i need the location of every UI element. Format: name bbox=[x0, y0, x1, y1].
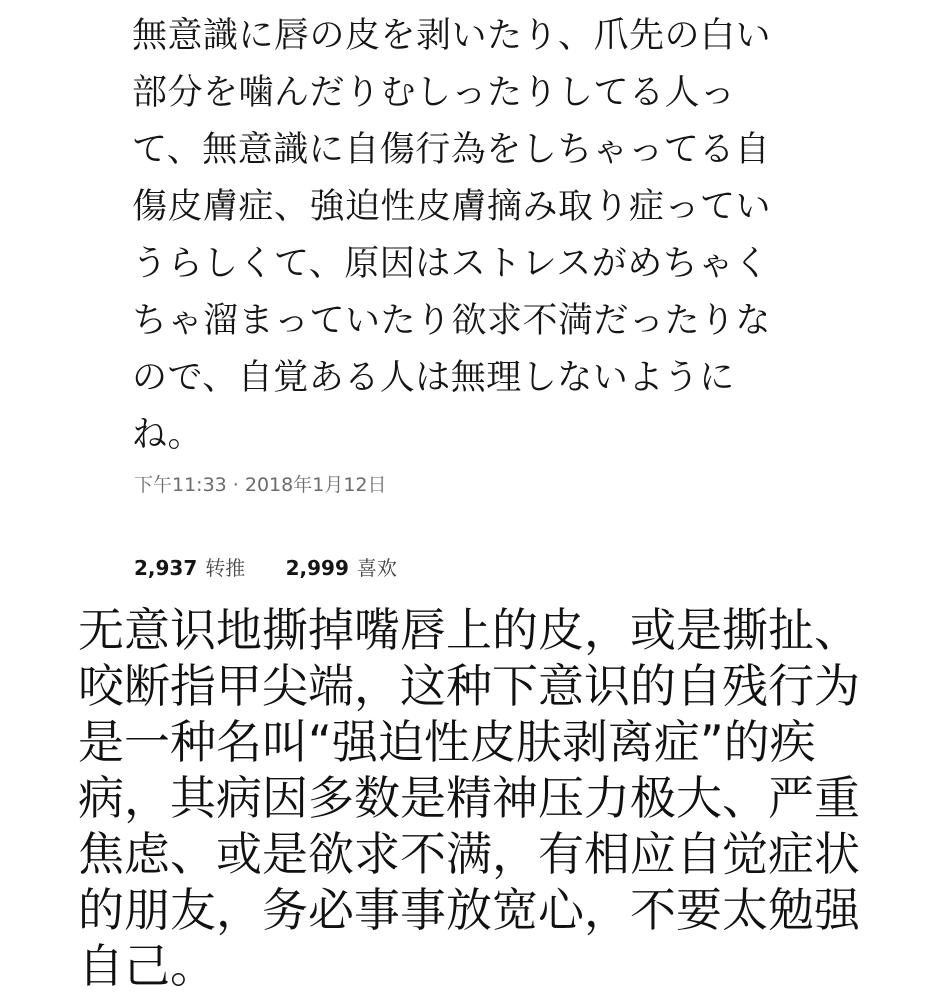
tweet-text-line: 無意識に唇の皮を剥いたり、爪先の白い bbox=[132, 16, 772, 56]
tweet-text-line: ね。 bbox=[132, 415, 204, 455]
translation-caption bbox=[0, 596, 936, 1000]
tweet-text-line: 部分を噛んだりむしったりしてる人っ bbox=[132, 73, 736, 113]
translation-text-line: 咬断指甲尖端，这种下意识的自残行为 bbox=[78, 659, 860, 713]
translation-text-line: 焦虑、或是欲求不满，有相应自觉症状 bbox=[78, 827, 860, 881]
like-count: 2,999 bbox=[285, 556, 349, 580]
tweet-text-line: ちゃ溜まっていたり欲求不満だったりな bbox=[132, 301, 772, 341]
tweet-stats bbox=[134, 553, 431, 583]
like-label: 喜欢 bbox=[356, 556, 397, 580]
tweet-text bbox=[132, 8, 812, 464]
tweet-text-line: ので、自覚ある人は無理しないように bbox=[132, 358, 735, 398]
like-stat[interactable] bbox=[286, 553, 397, 583]
retweet-count: 2,937 bbox=[134, 556, 198, 580]
translation-text bbox=[78, 602, 878, 994]
retweet-label: 转推 bbox=[205, 556, 246, 580]
translation-text-line: 的朋友，务必事事放宽心，不要太勉强 bbox=[78, 883, 860, 937]
translation-text-line: 病，其病因多数是精神压力极大、严重 bbox=[78, 771, 860, 825]
tweet-text-line: うらしくて、原因はストレスがめちゃく bbox=[132, 244, 770, 284]
tweet-timestamp[interactable]: 下午11:33 · 2018年1月12日 bbox=[134, 474, 387, 496]
translation-text-line: 无意识地撕掉嘴唇上的皮，或是撕扯、 bbox=[78, 603, 860, 657]
retweet-stat[interactable] bbox=[134, 553, 245, 583]
tweet-text-line: て、無意識に自傷行為をしちゃってる自 bbox=[132, 130, 771, 170]
tweet-text-line: 傷皮膚症、強迫性皮膚摘み取り症ってい bbox=[132, 187, 772, 227]
translation-text-line: 自己。 bbox=[78, 939, 216, 993]
translation-text-line: 是一种名叫“强迫性皮肤剥离症”的疾 bbox=[78, 715, 816, 769]
